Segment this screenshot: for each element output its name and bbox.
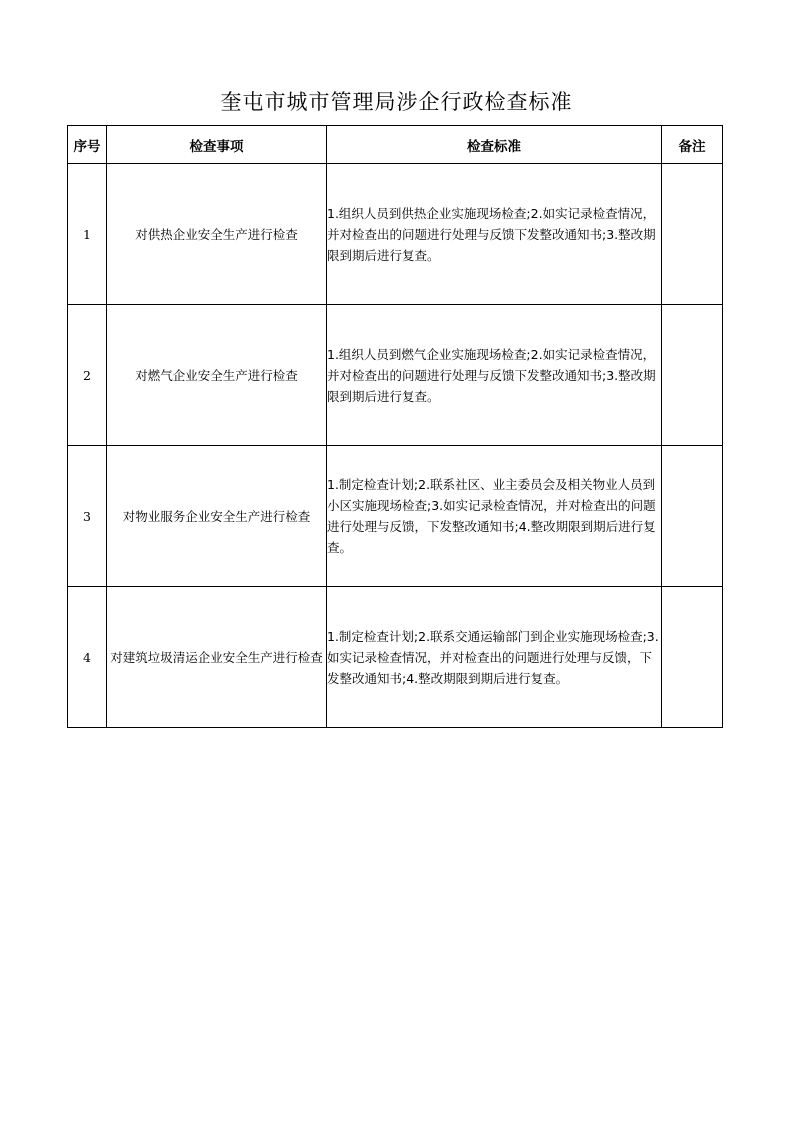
row-note xyxy=(662,587,723,728)
header-note: 备注 xyxy=(662,126,723,164)
row-seq: 1 xyxy=(68,164,107,305)
row-item: 对供热企业安全生产进行检查 xyxy=(107,164,327,305)
row-criteria: 1.组织人员到燃气企业实施现场检查;2.如实记录检查情况，并对检查出的问题进行处理与反馈下发整改通知书;3.整改期限到期后进行复查。 xyxy=(327,305,662,446)
header-item: 检查事项 xyxy=(107,126,327,164)
page-title: 奎屯市城市管理局涉企行政检查标准 xyxy=(220,90,573,114)
row-note xyxy=(662,164,723,305)
row-criteria: 1.制定检查计划;2.联系交通运输部门到企业实施现场检查;3.如实记录检查情况，并对检查出的问题进行处理与反馈，下发整改通知书;4.整改期限到期后进行复查。 xyxy=(327,587,662,728)
inspection-standards-table xyxy=(67,125,723,728)
row-seq: 3 xyxy=(68,446,107,587)
table-header-row xyxy=(68,126,723,164)
row-item: 对建筑垃圾清运企业安全生产进行检查 xyxy=(107,587,327,728)
row-item: 对物业服务企业安全生产进行检查 xyxy=(107,446,327,587)
table-row xyxy=(68,164,723,305)
row-criteria: 1.组织人员到供热企业实施现场检查;2.如实记录检查情况，并对检查出的问题进行处理与反馈下发整改通知书;3.整改期限到期后进行复查。 xyxy=(327,164,662,305)
row-item: 对燃气企业安全生产进行检查 xyxy=(107,305,327,446)
row-note xyxy=(662,305,723,446)
row-note xyxy=(662,446,723,587)
row-criteria: 1.制定检查计划;2.联系社区、业主委员会及相关物业人员到小区实施现场检查;3.如实记录检查情况，并对检查出的问题进行处理与反馈，下发整改通知书;4.整改期限到期后进行复查。 xyxy=(327,446,662,587)
table-row xyxy=(68,587,723,728)
header-criteria: 检查标准 xyxy=(327,126,662,164)
table-row xyxy=(68,446,723,587)
row-seq: 2 xyxy=(68,305,107,446)
header-seq: 序号 xyxy=(68,126,107,164)
table-row xyxy=(68,305,723,446)
row-seq: 4 xyxy=(68,587,107,728)
